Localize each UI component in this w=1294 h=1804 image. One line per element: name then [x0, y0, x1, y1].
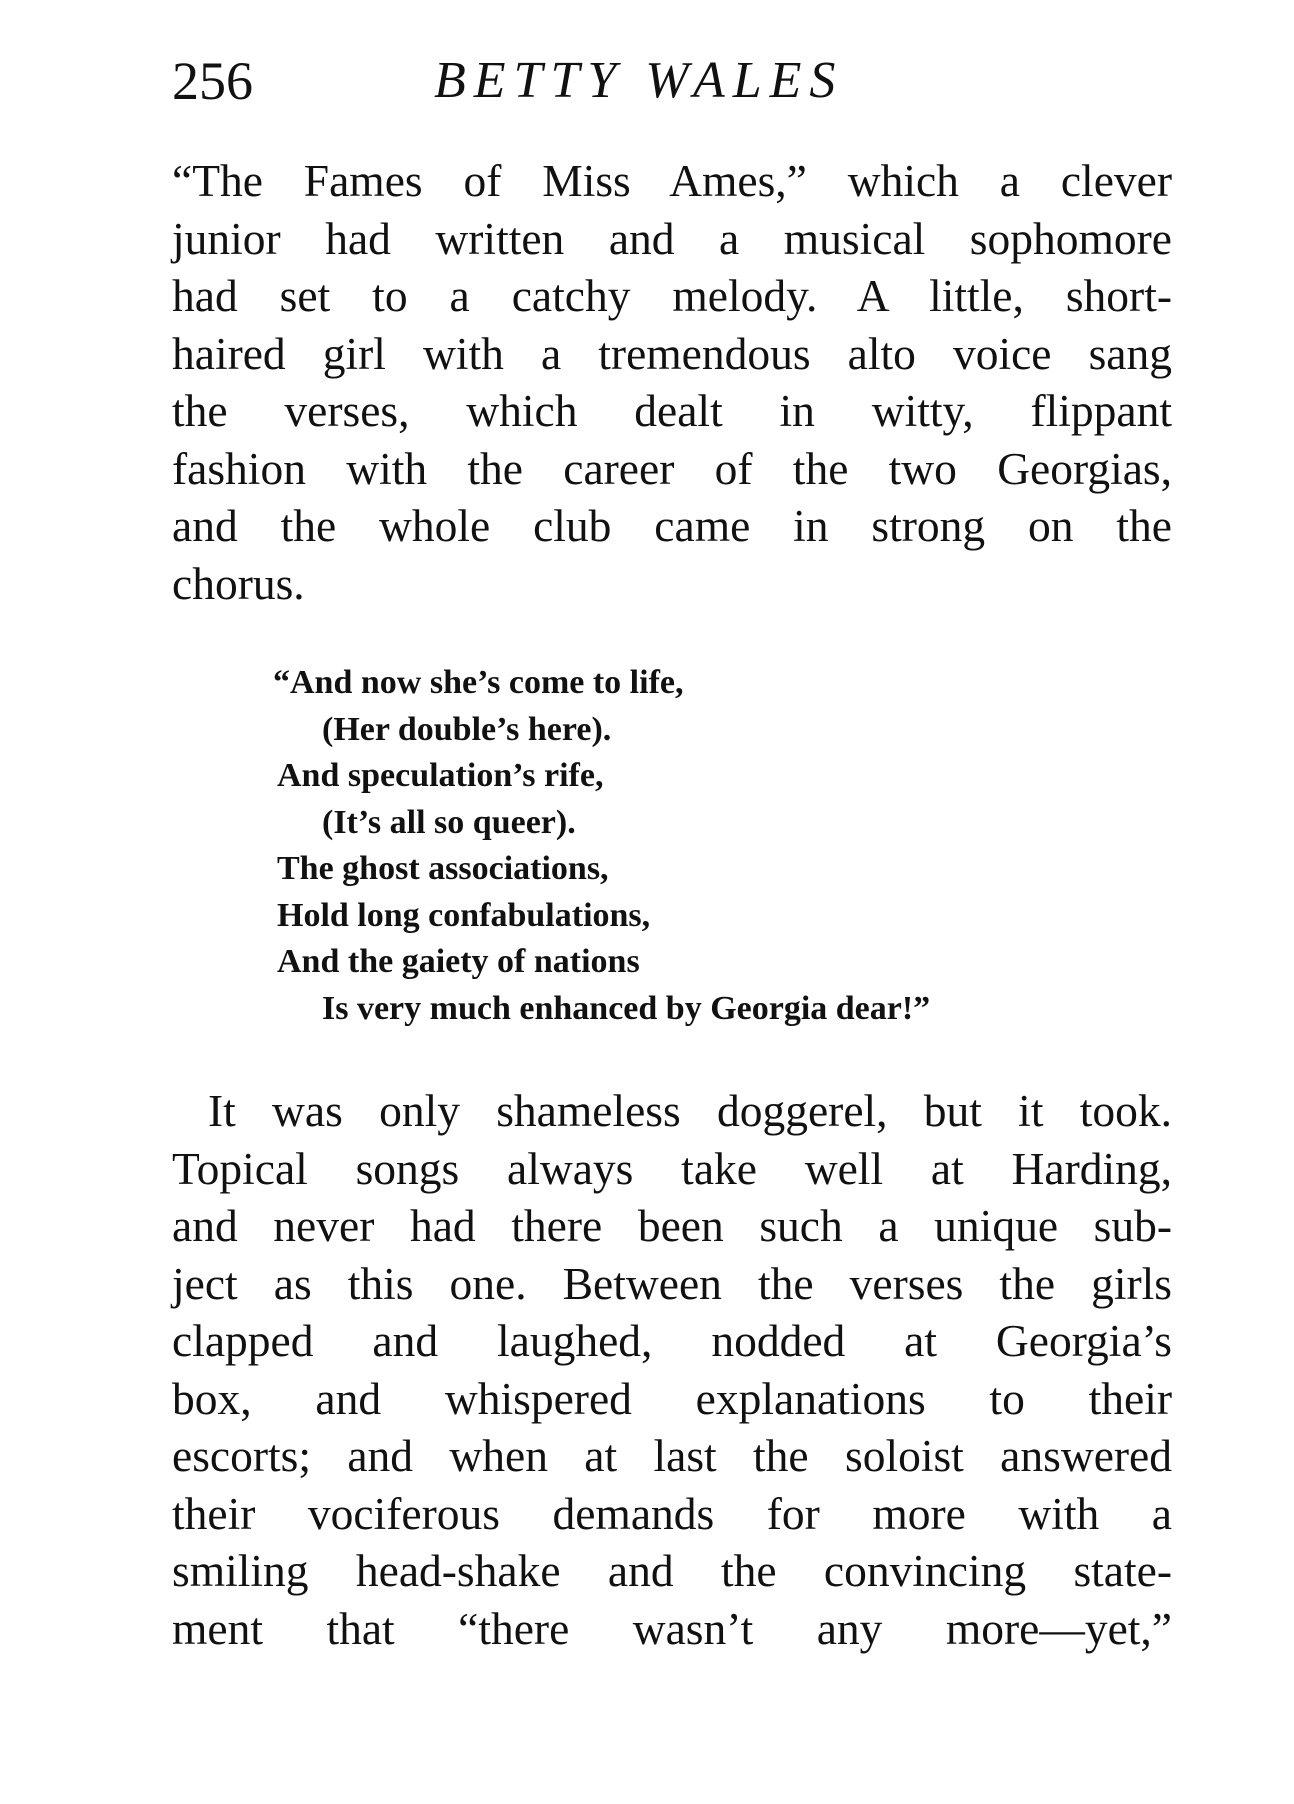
text-line: It was only shameless doggerel, but it took. — [208, 1085, 1172, 1136]
text-line: ject as this one. Between the verses the girls — [172, 1257, 1172, 1309]
page-number: 256 — [172, 51, 253, 111]
page-header — [172, 46, 1172, 116]
text-line: junior had written and a musical sophomore — [172, 212, 1172, 264]
text-line: box, and whispered explanations to their — [172, 1372, 1172, 1424]
text-line: their vociferous demands for more with a — [172, 1487, 1172, 1539]
verse-line: The ghost associations, — [277, 850, 609, 887]
text-line: clapped and laughed, nodded at Georgia’s — [172, 1315, 1172, 1366]
text-line: ment that “there wasn’t any more—yet,” — [172, 1602, 1172, 1654]
text-line: chorus. — [172, 557, 305, 609]
verse-line: Hold long confabulations, — [277, 896, 651, 934]
text-line: had set to a catchy melody. A little, short- — [172, 270, 1172, 321]
verse-line: And speculation’s rife, — [277, 757, 604, 794]
text-line: the verses, which dealt in witty, flippant — [172, 385, 1172, 436]
text-line: escorts; and when at last the soloist answered — [172, 1430, 1172, 1481]
running-title: BETTY WALES — [434, 52, 844, 109]
verse-line: Is very much enhanced by Georgia dear!” — [322, 989, 931, 1027]
text-line: Topical songs always take well at Harding, — [172, 1142, 1172, 1194]
paragraph-1 — [172, 152, 1172, 612]
text-line: fashion with the career of the two Georgias, — [172, 442, 1172, 494]
verse-line: (It’s all so queer). — [322, 803, 576, 841]
verse-line: “And now she’s come to life, — [273, 664, 684, 701]
text-line: smiling head-shake and the convincing state- — [172, 1545, 1172, 1596]
verse-line: And the gaiety of nations — [277, 943, 640, 980]
paragraph-2 — [172, 1082, 1172, 1657]
text-line: and never had there been such a unique sub- — [172, 1200, 1172, 1251]
text-line: “The Fames of Miss Ames,” which a clever — [172, 155, 1172, 206]
verse-block — [273, 660, 1077, 1032]
verse-line: (Her double’s here). — [322, 710, 612, 748]
text-line: haired girl with a tremendous alto voice sang — [172, 327, 1172, 379]
text-line: and the whole club came in strong on the — [172, 500, 1172, 551]
